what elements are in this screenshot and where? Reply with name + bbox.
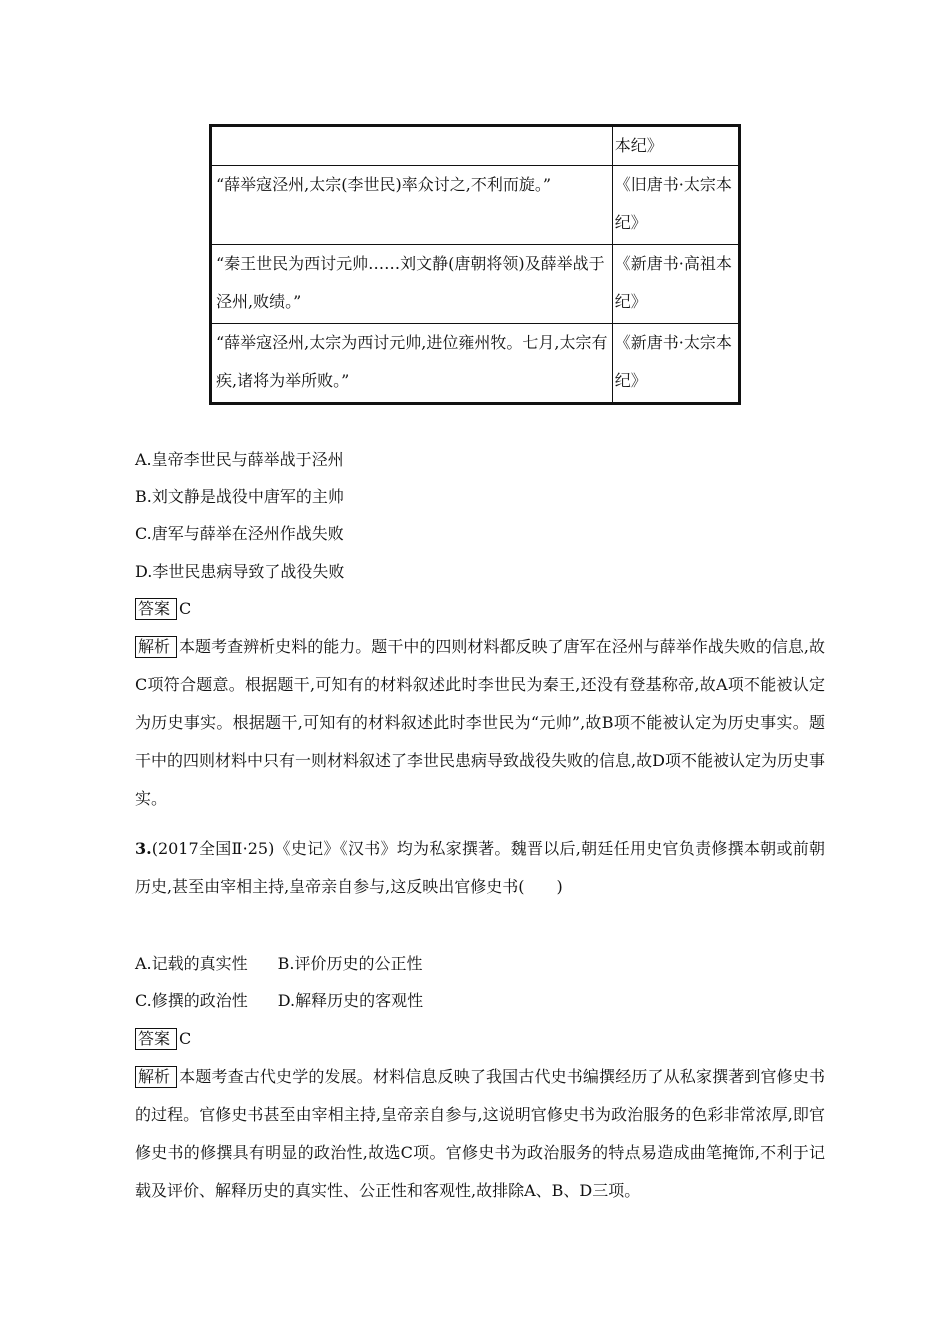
q2-answer [135, 598, 825, 620]
q3-options-row-2 [135, 991, 825, 1011]
table-row [211, 245, 740, 324]
q3-option-c: C.修撰的政治性 [135, 991, 248, 1010]
q2-option-c: C.唐军与薛举在泾州作战失败 [135, 524, 344, 543]
answer-label: 答案 [135, 598, 177, 620]
source-cell: 《旧唐书·太宗本纪》 [612, 166, 739, 245]
quote-cell: “薛举寇泾州,太宗(李世民)率众讨之,不利而旋。” [211, 166, 613, 245]
table-row [211, 324, 740, 404]
source-table [209, 124, 741, 405]
question-stem: (2017全国Ⅱ·25)《史记》《汉书》均为私家撰著。魏晋以后,朝廷任用史官负责修撰本朝或前朝历史,甚至由宰相主持,皇帝亲自参与,这反映出官修史书( ) [135, 839, 825, 896]
analysis-label: 解析 [135, 1066, 177, 1088]
q3-stem [135, 830, 825, 906]
q3-options-row-1 [135, 954, 825, 974]
quote-cell: “薛举寇泾州,太宗为西讨元帅,进位雍州牧。七月,太宗有疾,诸将为举所败。” [211, 324, 613, 404]
analysis-text: 本题考查辨析史料的能力。题干中的四则材料都反映了唐军在泾州与薛举作战失败的信息,故C项符合题意。根据题干,可知有的材料叙述此时李世民为秦王,还没有登基称帝,故A项不能被认定为历史事实。根据题干,可知有的材料叙述此时李世民为“元帅”,故B项不能被认定为历史事实。题干中的四则材料中只有一则材料叙述了李世民患病导致战役失败的信息,故D项不能被认定为历史事实。 [135, 637, 825, 808]
q3-option-d: D.解释历史的客观性 [277, 991, 424, 1010]
q3-answer [135, 1028, 825, 1050]
quote-cell: “秦王世民为西讨元帅……刘文静(唐朝将领)及薛举战于泾州,败绩。” [211, 245, 613, 324]
q2-option-a: A.皇帝李世民与薛举战于泾州 [135, 450, 344, 469]
answer-value: C [179, 599, 192, 618]
source-cell: 《新唐书·太宗本纪》 [612, 324, 739, 404]
q2-option-b: B.刘文静是战役中唐军的主帅 [135, 487, 344, 506]
quote-cell [211, 126, 613, 166]
table-row [211, 126, 740, 166]
q3-analysis [135, 1058, 825, 1210]
analysis-label: 解析 [135, 636, 177, 658]
q3-option-a: A.记载的真实性 [135, 954, 248, 973]
q3-option-b: B.评价历史的公正性 [277, 954, 423, 973]
answer-value: C [179, 1029, 192, 1048]
analysis-text: 本题考查古代史学的发展。材料信息反映了我国古代史书编撰经历了从私家撰著到官修史书的过程。官修史书甚至由宰相主持,皇帝亲自参与,这说明官修史书为政治服务的色彩非常浓厚,即官修史书的修撰具有明显的政治性,故选C项。官修史书为政治服务的特点易造成曲笔掩饰,不利于记载及评价、解释历史的真实性、公正性和客观性,故排除A、B、D三项。 [135, 1067, 825, 1200]
q2-analysis [135, 628, 825, 818]
source-cell: 本纪》 [612, 126, 739, 166]
question-number: 3. [135, 839, 152, 858]
source-cell: 《新唐书·高祖本纪》 [612, 245, 739, 324]
answer-label: 答案 [135, 1028, 177, 1050]
q2-option-d: D.李世民患病导致了战役失败 [135, 562, 345, 581]
table-row [211, 166, 740, 245]
